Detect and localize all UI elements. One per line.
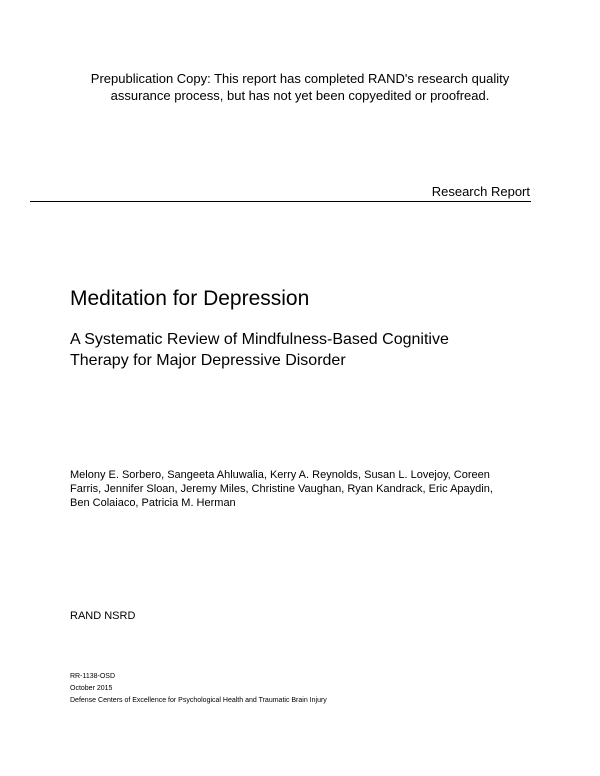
publisher-label: RAND NSRD: [70, 610, 136, 622]
prepublication-notice-line-2: assurance process, but has not yet been copyedited or proofread.: [110, 88, 490, 103]
document-metadata: [70, 671, 327, 707]
report-number: RR-1138-OSD: [70, 673, 115, 680]
author-line-2: Farris, Jennifer Sloan, Jeremy Miles, Christine Vaughan, Ryan Kandrack, Eric Apaydin,: [70, 483, 493, 495]
prepublication-notice-line-1: Prepublication Copy: This report has completed RAND's research quality: [90, 71, 510, 86]
author-line-3: Ben Colaiaco, Patricia M. Herman: [70, 497, 236, 509]
document-subtitle: [70, 329, 449, 371]
report-type-label: Research Report: [431, 184, 530, 199]
subtitle-line-2: Therapy for Major Depressive Disorder: [70, 352, 346, 369]
publication-date: October 2015: [70, 685, 113, 692]
sponsor-name: Defense Centers of Excellence for Psychological Health and Traumatic Brain Injury: [70, 697, 327, 704]
subtitle-line-1: A Systematic Review of Mindfulness-Based Cognitive: [70, 331, 449, 348]
prepublication-notice: [40, 70, 560, 104]
author-line-1: Melony E. Sorbero, Sangeeta Ahluwalia, Kerry A. Reynolds, Susan L. Lovejoy, Coreen: [70, 469, 490, 481]
author-list: [70, 468, 526, 510]
header-divider: [30, 201, 531, 202]
document-title: Meditation for Depression: [70, 287, 310, 310]
